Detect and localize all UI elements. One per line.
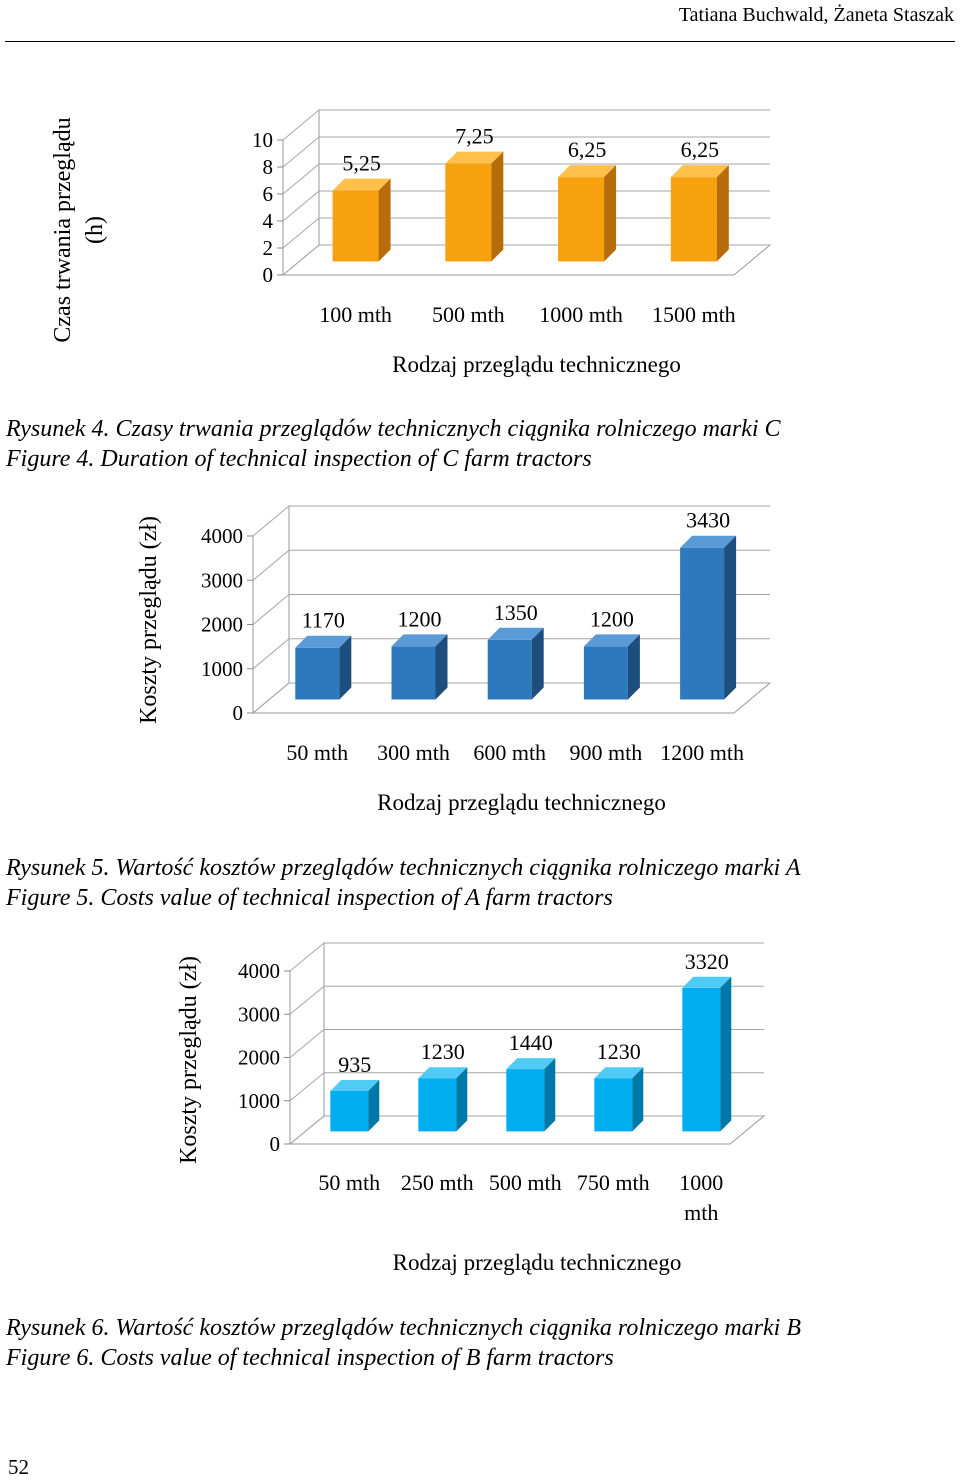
data-labels (342, 124, 719, 176)
chart-svg (0, 500, 960, 830)
bar (680, 536, 736, 700)
chart-svg (0, 940, 960, 1290)
data-label: 1230 (420, 1039, 465, 1065)
y-tick-label: 3000 (238, 1002, 280, 1027)
figure-4-caption-en: Figure 4. Duration of technical inspection of C farm tractors (6, 446, 592, 472)
category-label: 50 mth (286, 740, 349, 765)
category-label: mth (684, 1200, 719, 1225)
y-tick-label: 10 (252, 128, 273, 152)
data-label: 7,25 (455, 123, 494, 149)
y-tick-label: 4000 (238, 959, 280, 983)
bar-front (558, 177, 604, 261)
y-tick-label: 0 (269, 1132, 280, 1156)
figure-6-caption-pl: Rysunek 6. Wartość kosztów przeglądów technicznych ciągnika rolniczego marki B (6, 1315, 801, 1341)
category-label: 500 mth (431, 302, 505, 327)
bar-side (720, 977, 731, 1132)
category-label: 300 mth (377, 740, 450, 765)
category-label: 100 mth (319, 302, 392, 327)
bar-front (330, 1091, 368, 1131)
bar (333, 179, 391, 262)
category-labels (286, 740, 744, 765)
gridline (283, 110, 770, 140)
y-tick-label: 2000 (201, 612, 243, 637)
bar-side (544, 1058, 555, 1131)
category-labels (318, 1170, 723, 1225)
figure-4-duration-chart (0, 100, 960, 390)
category-labels (319, 302, 735, 327)
y-tick-label: 1000 (201, 656, 243, 681)
category-label: 600 mth (473, 740, 547, 765)
category-label: 750 mth (576, 1170, 650, 1195)
bar-side (532, 628, 544, 700)
bar (682, 977, 731, 1132)
category-label: 900 mth (569, 740, 643, 765)
y-tick-label: 4000 (201, 524, 243, 548)
header-rule (5, 41, 955, 42)
y-tick-labels (252, 128, 274, 287)
bar (558, 165, 616, 261)
bar-side (379, 179, 391, 262)
figure-4-caption (6, 414, 781, 474)
bar-front (418, 1078, 456, 1131)
y-tick-label: 2 (262, 236, 273, 260)
data-label: 1440 (508, 1030, 553, 1056)
figure-5-caption-en: Figure 5. Costs value of technical inspection of A farm tractors (6, 885, 613, 911)
y-axis-title-line: Koszty przeglądu (zł) (176, 956, 202, 1164)
bar-front (506, 1069, 544, 1131)
data-label: 3320 (684, 948, 729, 974)
bar-front (671, 177, 717, 261)
data-label: 6,25 (680, 137, 720, 163)
figure-6-costs-chart (0, 940, 960, 1290)
bar-side (456, 1067, 467, 1131)
y-tick-label: 2000 (238, 1045, 280, 1070)
bar-side (724, 536, 736, 700)
y-tick-label: 6 (262, 182, 273, 206)
y-tick-label: 8 (262, 155, 273, 179)
category-label: 500 mth (488, 1170, 562, 1195)
category-label: 1000 mth (539, 302, 623, 327)
x-axis-title: Rodzaj przeglądu technicznego (377, 790, 666, 815)
figure-5-caption-pl: Rysunek 5. Wartość kosztów przeglądów technicznych ciągnika rolniczego marki A (6, 855, 801, 881)
y-axis-title-line: (h) (82, 216, 108, 244)
y-tick-labels (238, 959, 280, 1156)
y-axis-title-line: Czas trwania przeglądu (50, 117, 76, 343)
data-label: 935 (338, 1051, 372, 1077)
bar-front (392, 646, 436, 699)
figure-5-caption (6, 853, 801, 913)
category-label: 50 mth (318, 1170, 381, 1195)
data-label: 6,25 (567, 137, 607, 163)
data-label: 1170 (301, 607, 345, 633)
bar-front (680, 548, 724, 700)
y-tick-label: 0 (232, 701, 243, 725)
figure-6-caption (6, 1313, 801, 1373)
y-axis-title-line: Koszty przeglądu (zł) (136, 516, 162, 724)
data-labels (302, 508, 730, 633)
x-axis-title: Rodzaj przeglądu technicznego (392, 1250, 682, 1275)
bar-side (604, 165, 616, 261)
bar-front (682, 988, 720, 1132)
bar (330, 1080, 379, 1131)
bar (392, 634, 448, 699)
y-axis-title (176, 956, 202, 1164)
category-label: 1200 mth (660, 740, 744, 765)
bar (594, 1067, 643, 1131)
y-axis-title (50, 117, 108, 342)
bar (418, 1067, 467, 1131)
bar-side (491, 152, 503, 262)
figure-6-caption-en: Figure 6. Costs value of technical inspection of B farm tractors (6, 1345, 614, 1371)
figure-4-caption-pl: Rysunek 4. Czasy trwania przeglądów technicznych ciągnika rolniczego marki C (6, 416, 781, 442)
bar (671, 165, 729, 261)
page-number: 52 (8, 1455, 29, 1479)
bar-side (632, 1067, 643, 1131)
bar-front (295, 648, 339, 700)
bar-front (445, 164, 491, 262)
category-label: 250 mth (400, 1170, 474, 1195)
bar-front (594, 1078, 632, 1131)
category-label: 1000 (679, 1170, 724, 1195)
bar (506, 1058, 555, 1131)
y-axis-title (136, 516, 162, 724)
data-label: 3430 (686, 507, 731, 533)
data-label: 1200 (589, 606, 634, 632)
chart-svg (0, 100, 960, 390)
figure-5-costs-chart (0, 500, 960, 830)
bar-side (717, 165, 729, 261)
bar-front (333, 191, 379, 262)
bar-front (488, 640, 532, 700)
data-label: 1200 (397, 606, 442, 632)
y-tick-label: 1000 (238, 1088, 280, 1113)
x-axis-title: Rodzaj przeglądu technicznego (392, 352, 681, 377)
running-header: Tatiana Buchwald, Żaneta Staszak (678, 4, 954, 26)
data-labels (338, 949, 729, 1077)
bar (295, 636, 351, 700)
y-tick-label: 4 (262, 209, 273, 233)
bar (488, 628, 544, 700)
data-label: 5,25 (342, 150, 381, 176)
data-label: 1350 (493, 599, 538, 625)
bar (445, 152, 503, 262)
bar-front (584, 646, 628, 699)
bar (584, 634, 640, 699)
y-tick-label: 0 (262, 263, 273, 287)
y-tick-labels (201, 524, 243, 725)
category-label: 1500 mth (651, 302, 736, 327)
y-tick-label: 3000 (201, 568, 243, 593)
data-label: 1230 (596, 1039, 641, 1065)
